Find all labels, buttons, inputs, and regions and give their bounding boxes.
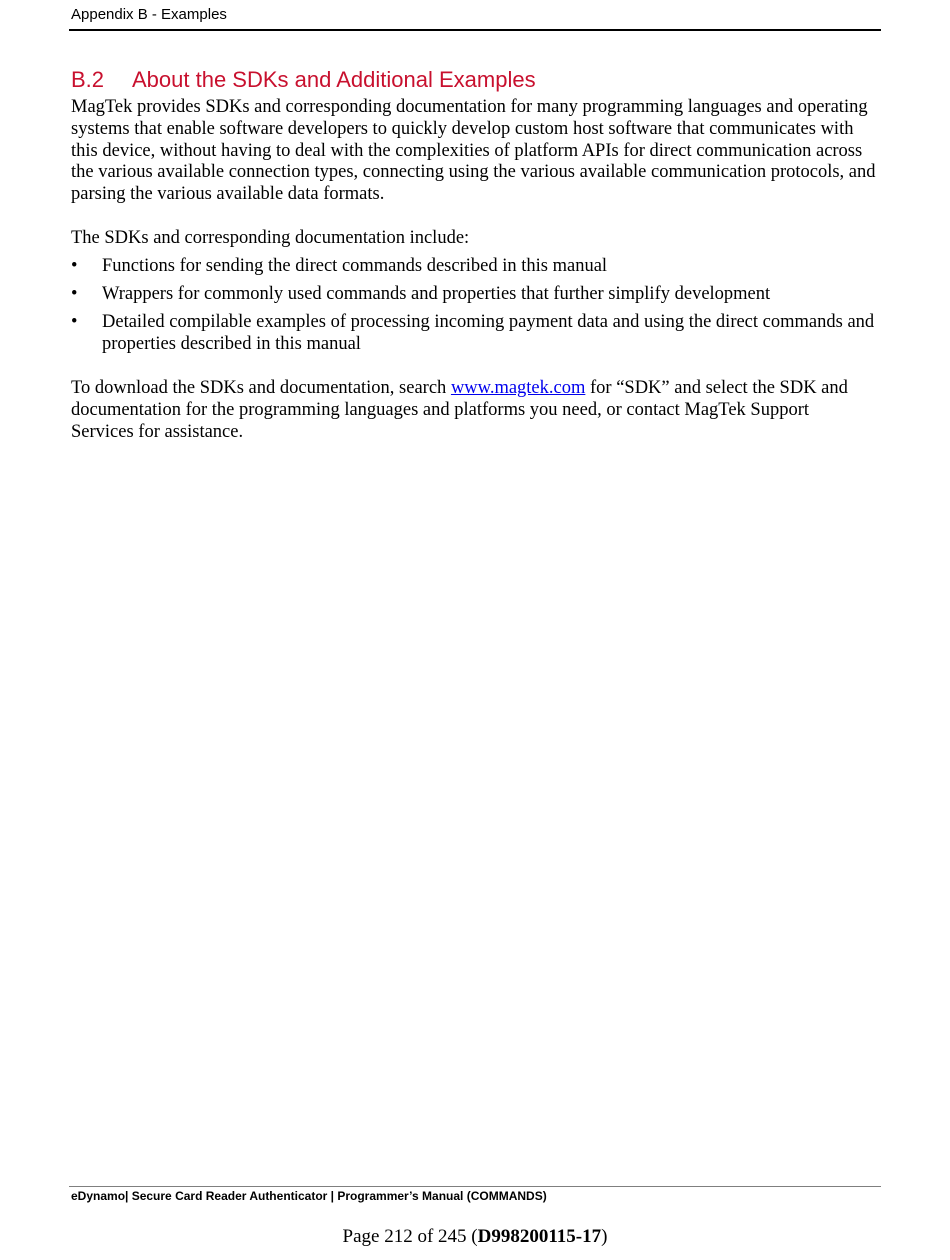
magtek-website-link[interactable]: www.magtek.com — [450, 377, 586, 398]
bullet-icon: • — [71, 255, 78, 276]
list-item-text: Detailed compilable examples of processing incoming payment data and using the direct commands and properties described in this manual — [102, 312, 875, 355]
download-text-end: for “SDK” and select the SDK and documentation for the programming languages and platforms you need, or contact MagTek Support Services for assistance. — [71, 377, 848, 442]
list-item-text: Wrappers for commonly used commands and properties that further simplify development — [102, 284, 771, 305]
header-divider — [69, 29, 881, 31]
list-item-text: Functions for sending the direct commands described in this manual — [102, 255, 608, 276]
footer-divider — [69, 1186, 881, 1187]
list-item — [71, 256, 876, 278]
document-number: D998200115-17 — [477, 1226, 602, 1247]
list-item — [71, 284, 876, 306]
intro-paragraph: MagTek provides SDKs and corresponding documentation for many programming languages and operating systems that enable software developers to quickly develop custom host software that communicates with this device, without having to deal with the complexities of platform APIs for direct communication across the various available connection types, connecting using the various available communication protocols, and parsing the various available data formats. — [71, 97, 876, 205]
running-footer: eDynamo| Secure Card Reader Authenticator | Programmer’s Manual (COMMANDS) — [71, 1189, 547, 1203]
bullet-icon: • — [71, 284, 78, 305]
section-heading — [71, 67, 536, 93]
sdk-feature-list — [71, 256, 876, 356]
list-intro-paragraph: The SDKs and corresponding documentation include: — [71, 227, 470, 248]
download-paragraph — [71, 378, 876, 443]
running-header: Appendix B - Examples — [71, 6, 227, 23]
section-number: B.2 — [71, 67, 105, 92]
bullet-icon: • — [71, 312, 78, 333]
list-item — [71, 312, 876, 356]
download-text-start: To download the SDKs and documentation, search — [71, 377, 451, 398]
body-text — [71, 97, 876, 443]
section-title: About the SDKs and Additional Examples — [132, 67, 536, 92]
page-number-suffix: ) — [601, 1226, 608, 1247]
page-number-prefix: Page 212 of 245 ( — [342, 1226, 478, 1247]
page-number — [0, 1226, 950, 1248]
